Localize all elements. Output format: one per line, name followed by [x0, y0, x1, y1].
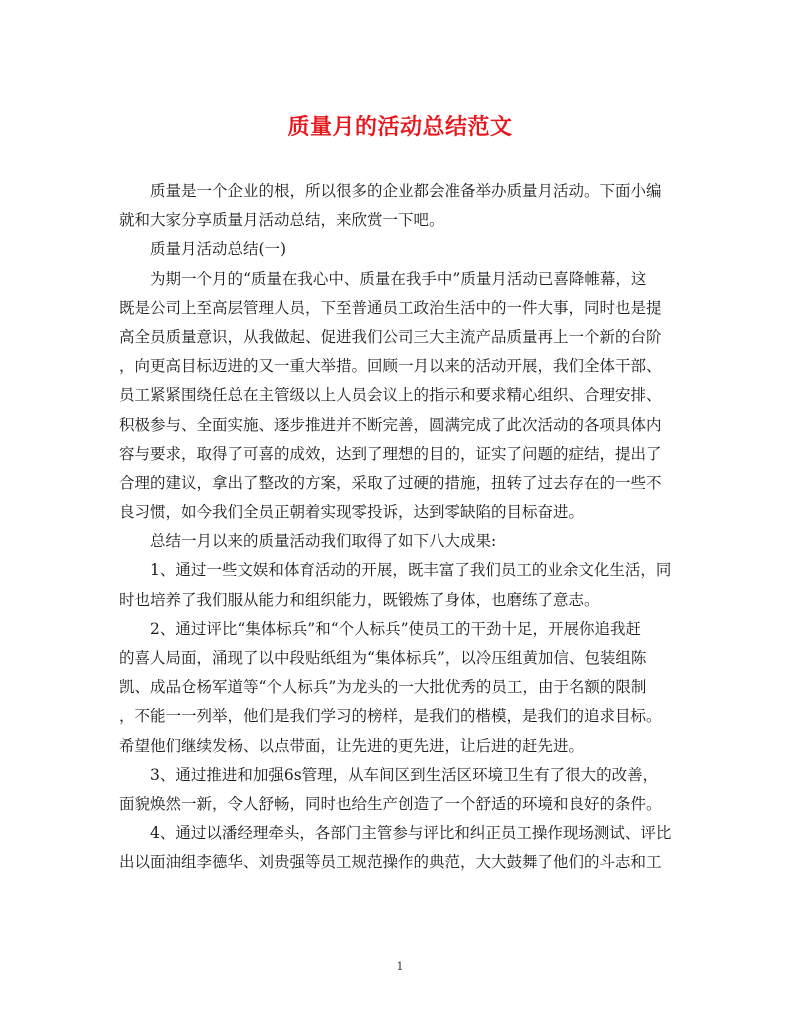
- page-number: 1: [396, 960, 404, 973]
- text-line: 积极参与、全面实施、逐步推进并不断完善，圆满完成了此次活动的各项具体内: [119, 415, 662, 434]
- text-line: 凯、成品仓杨军道等“个人标兵”为龙头的一大批优秀的员工，由于名额的限制: [119, 678, 647, 697]
- text-line: 良习惯，如今我们全员正朝着实现零投诉，达到零缺陷的目标奋进。: [119, 503, 585, 522]
- text-line: 面貌焕然一新，令人舒畅，同时也给生产创造了一个舒适的环境和良好的条件。: [119, 794, 662, 813]
- document-body: [119, 177, 681, 878]
- text-line: 为期一个月的“质量在我心中、质量在我手中”质量月活动已喜降帷幕，这: [150, 269, 647, 288]
- text-line: 1、通过一些文娱和体育活动的开展，既丰富了我们员工的业余文化生活，同: [150, 561, 672, 580]
- text-line: 质量是一个企业的根，所以很多的企业都会准备举办质量月活动。下面小编: [150, 182, 662, 200]
- text-line: ，向更高目标迈进的又一重大举措。回顾一月以来的活动开展，我们全体干部、: [119, 357, 662, 376]
- text-line: 员工紧紧围绕任总在主管级以上人员会议上的指示和要求精心组织、合理安排、: [119, 386, 662, 405]
- text-line: 时也培养了我们服从能力和组织能力，既锻炼了身体，也磨练了意志。: [119, 590, 600, 609]
- text-line: 合理的建议，拿出了整改的方案，采取了过硬的措施，扭转了过去存在的一些不: [119, 473, 662, 492]
- text-line: 希望他们继续发杨、以点带面，让先进的更先进，让后进的赶先进。: [119, 736, 585, 755]
- document-title: 质量月的活动总结范文: [287, 114, 513, 140]
- text-line: 的喜人局面，涌现了以中段贴纸组为“集体标兵”，以冷压组黄加信、包装组陈: [119, 649, 647, 667]
- text-line: 容与要求，取得了可喜的成效，达到了理想的目的，证实了问题的症结，提出了: [119, 444, 662, 463]
- text-line: 总结一月以来的质量活动我们取得了如下八大成果:: [150, 532, 497, 551]
- text-line: 既是公司上至高层管理人员，下至普通员工政治生活中的一件大事，同时也是提: [119, 298, 662, 317]
- text-line: 3、通过推进和加强6s管理，从车间区到生活区环境卫生有了很大的改善，: [150, 765, 659, 784]
- text-line: 就和大家分享质量月活动总结，来欣赏一下吧。: [119, 211, 445, 230]
- text-line: 出以面油组李德华、刘贵强等员工规范操作的典范，大大鼓舞了他们的斗志和工: [119, 853, 662, 872]
- text-line: 4、通过以潘经理牵头，各部门主管参与评比和纠正员工操作现场测试、评比: [150, 824, 672, 843]
- text-line: ，不能一一列举，他们是我们学习的榜样，是我们的楷模，是我们的追求目标。: [119, 707, 662, 726]
- text-line: 高全员质量意识，从我做起、促进我们公司三大主流产品质量再上一个新的台阶: [119, 327, 662, 346]
- text-line: 质量月活动总结(一): [150, 240, 287, 259]
- text-line: 2、通过评比“集体标兵”和“个人标兵”使员工的干劲十足，开展你追我赶: [150, 619, 642, 638]
